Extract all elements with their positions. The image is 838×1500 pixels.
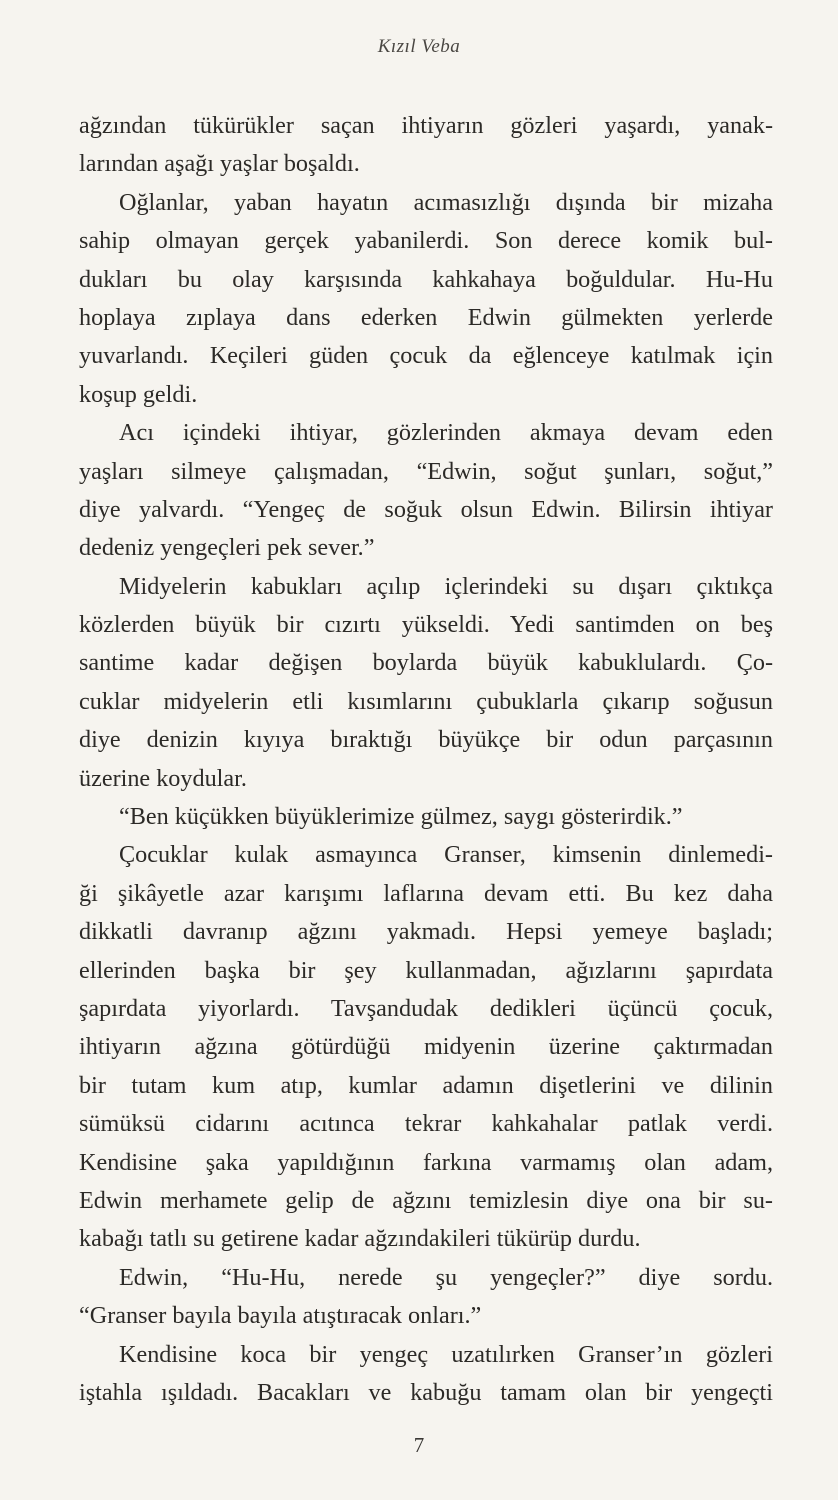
text-line: Çocuklar kulak asmayınca Granser, kimsenin dinlemedi- <box>119 841 773 869</box>
text-line: larından aşağı yaşlar boşaldı. <box>79 150 360 178</box>
text-line: koşup geldi. <box>79 380 198 408</box>
text-line: ihtiyarın ağzına götürdüğü midyenin üzerine çaktırmadan <box>79 1033 773 1061</box>
text-line: diye denizin kıyıya bıraktığı büyükçe bir odun parçasının <box>79 726 773 754</box>
text-line: dikkatli davranıp ağzını yakmadı. Hepsi yemeye başladı; <box>79 918 773 946</box>
text-line: ellerinden başka bir şey kullanmadan, ağızlarını şapırdata <box>79 956 773 984</box>
text-line: közlerden büyük bir cızırtı yükseldi. Yedi santimden on beş <box>79 611 773 639</box>
body-text <box>79 107 773 1412</box>
text-line: ağzından tükürükler saçan ihtiyarın gözleri yaşardı, yanak- <box>79 112 773 139</box>
text-line: yaşları silmeye çalışmadan, “Edwin, soğut şunları, soğut,” <box>79 457 773 485</box>
text-line: Edwin merhamete gelip de ağzını temizlesin diye ona bir su- <box>79 1186 773 1214</box>
text-line: sümüksü cidarını acıtınca tekrar kahkahalar patlak verdi. <box>79 1110 773 1138</box>
text-line: hoplaya zıplaya dans ederken Edwin gülmekten yerlerde <box>79 303 773 331</box>
text-line: dukları bu olay karşısında kahkahaya boğuldular. Hu-Hu <box>79 265 773 293</box>
text-line: üzerine koydular. <box>79 764 247 792</box>
text-line: “Granser bayıla bayıla atıştıracak onları.” <box>79 1302 482 1330</box>
text-line: ği şikâyetle azar karışımı laflarına devam etti. Bu kez daha <box>79 879 773 907</box>
text-line: dedeniz yengeçleri pek sever.” <box>79 534 375 562</box>
text-line: şapırdata yiyorlardı. Tavşandudak dedikleri üçüncü çocuk, <box>79 994 773 1022</box>
text-line: Kendisine koca bir yengeç uzatılırken Granser’ın gözleri <box>119 1340 773 1368</box>
text-line: “Ben küçükken büyüklerimize gülmez, saygı gösterirdik.” <box>119 803 683 831</box>
text-line: cuklar midyelerin etli kısımlarını çubuklarla çıkarıp soğusun <box>79 687 773 715</box>
text-line: Midyelerin kabukları açılıp içlerindeki su dışarı çıktıkça <box>119 572 773 600</box>
text-line: santime kadar değişen boylarda büyük kabuklulardı. Ço- <box>79 649 773 677</box>
page-number: 7 <box>413 1433 425 1457</box>
text-line: diye yalvardı. “Yengeç de soğuk olsun Edwin. Bilirsin ihtiyar <box>79 495 773 523</box>
text-line: kabağı tatlı su getirene kadar ağzındakileri tükürüp durdu. <box>79 1225 641 1253</box>
text-line: bir tutam kum atıp, kumlar adamın dişetlerini ve dilinin <box>79 1071 773 1099</box>
running-header-title: Kızıl Veba <box>377 36 461 57</box>
text-line: iştahla ışıldadı. Bacakları ve kabuğu tamam olan bir yengeçti <box>79 1378 773 1406</box>
text-line: Acı içindeki ihtiyar, gözlerinden akmaya devam eden <box>119 419 773 447</box>
text-line: Edwin, “Hu-Hu, nerede şu yengeçler?” diye sordu. <box>119 1263 773 1291</box>
text-line: Oğlanlar, yaban hayatın acımasızlığı dışında bir mizaha <box>119 188 773 216</box>
text-line: Kendisine şaka yapıldığının farkına varmamış olan adam, <box>79 1148 773 1176</box>
text-line: sahip olmayan gerçek yabanilerdi. Son derece komik bul- <box>79 227 773 255</box>
text-line: yuvarlandı. Keçileri güden çocuk da eğlenceye katılmak için <box>79 342 773 370</box>
